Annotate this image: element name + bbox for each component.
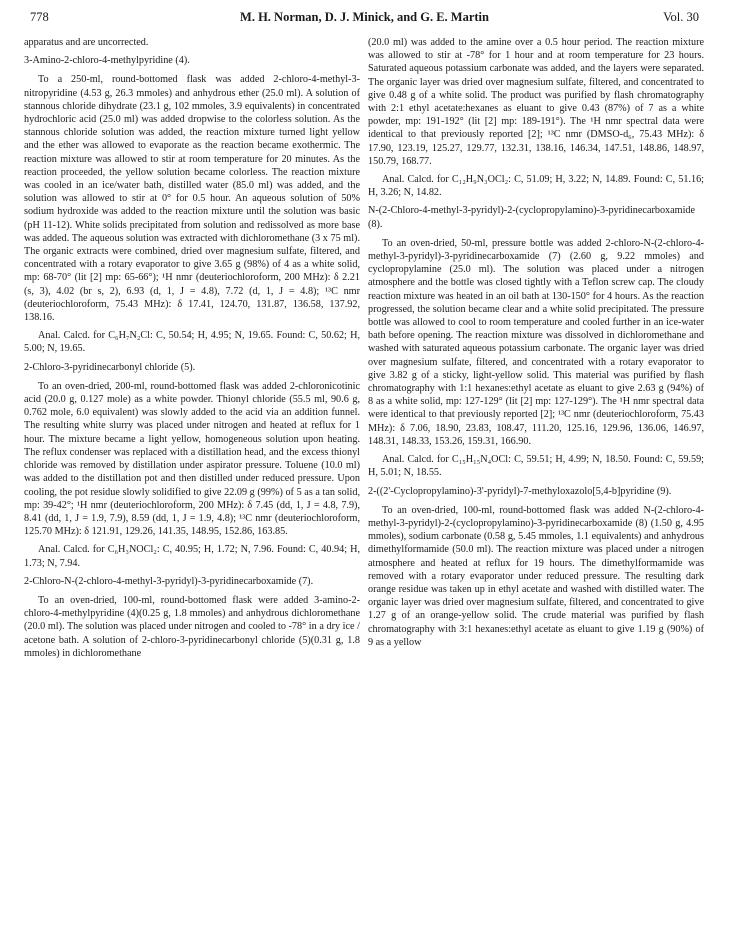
paragraph: To a 250-ml, round-bottomed flask was added 2-chloro-4-methyl-3-nitropyridine (4.53 g, 26.3 mmoles) and anhydrous ether (25.0 ml). A solution of stannous chloride dihydrate (23.1 g, 102 mmoles, 3.9 equivalents) in concentrated hydrochloric acid (25.0 ml) was added dropwise to the colorless solution. As the stannous chloride solution was added, the reaction mixture turned light yellow and the ether was allowed to evaporate as the reaction became exothermic. The reaction mixture was allowed to stir at room temperature for 20 minutes. As the reaction proceeded, the yellow solution became colorless. The reaction mixture was cooled in an ice/water bath, distilled water (85.0 ml) was added, and the solution was allowed to stir at 0° for 0.5 hour. An aqueous solution of 50% sodium hydroxide was added to the reaction mixture until the solution was basic (pH 11-12). White solids precipitated from solution and redissolved as more base was added. The aqueous solution was extracted with dichloromethane (3 x 75 ml). The organic extracts were combined, dried over magnesium sulfate, filtered, and concentrated with a rotary evaporator to give 3.65 g (98%) of 4 as a white solid, mp: 68-70° (lit [2] mp: 65-66°); ¹H nmr (deuteriochloroform, 200 MHz): δ 2.21 (s, 3), 4.02 (br s, 2), 6.93 (d, 1, J = 4.8), 7.72 (d, 1, J = 4.8); ¹³C nmr (deuteriochloroform, 75.43 MHz): δ 17.41, 124.70, 131.87, 136.58, 137.92, 138.16. <box>24 74 360 324</box>
volume-label: Vol. 30 <box>663 10 699 24</box>
running-head-authors: M. H. Norman, D. J. Minick, and G. E. Martin <box>240 10 489 24</box>
paragraph: apparatus and are uncorrected. <box>24 37 149 48</box>
section-heading: N-(2-Chloro-4-methyl-3-pyridyl)-2-(cyclopropylamino)-3-pyridinecarboxamide (8). <box>368 205 696 230</box>
section-heading: 2-Chloro-N-(2-chloro-4-methyl-3-pyridyl)-3-pyridinecarboxamide (7). <box>24 575 314 587</box>
analysis-paragraph: Anal. Calcd. for C₆H₃NOCl₂: C, 40.95; H, 1.72; N, 7.96. Found: C, 40.94; H, 1.73; N, 7.94. <box>24 544 360 569</box>
section-heading: 2-Chloro-3-pyridinecarbonyl chloride (5). <box>24 361 196 373</box>
page-header <box>30 10 699 28</box>
section-heading: 2-((2'-Cyclopropylamino)-3'-pyridyl)-7-methyloxazolo[5,4-b]pyridine (9). <box>368 485 672 497</box>
page-number: 778 <box>30 10 49 24</box>
section-heading: 3-Amino-2-chloro-4-methylpyridine (4). <box>24 55 190 67</box>
paragraph: (20.0 ml) was added to the amine over a 0.5 hour period. The reaction mixture was allowed to stir at -78° for 1 hour and at room temperature for 23 hours. Saturated aqueous potassium carbonate was added, and the layers were separated. The organic layer was dried over magnesium sulfate, filtered, and concentrated to give 0.48 g of a white solid. The product was purified by flash chromatography with 2:1 ethyl acetate:hexanes as eluant to give 0.43 (87%) of 7 as a white powder, mp: 191-192° (lit [2] mp: 189-191°). The ¹H nmr spectral data were identical to that previously reported [2]; ¹³C nmr (DMSO-d₆, 75.43 MHz): δ 17.90, 123.19, 125.27, 129.77, 132.31, 138.16, 146.34, 147.51, 148.86, 148.97, 150.79, 168.77. <box>368 37 704 167</box>
right-column <box>368 36 704 654</box>
paragraph: To an oven-dried, 100-ml, round-bottomed flask were added 3-amino-2-chloro-4-methylpyridine (4)(0.25 g, 1.8 mmoles) and anhydrous dichloromethane (20.0 ml). The solution was placed under nitrogen and cooled to -78° in a dry ice / acetone bath. A solution of 2-chloro-3-pyridinecarbonyl chloride (5)(0.31 g, 1.8 mmoles) in dichloromethane <box>24 594 360 659</box>
analysis-paragraph: Anal. Calcd. for C₁₂H₉N₃OCl₂: C, 51.09; H, 3.22; N, 14.89. Found: C, 51.16; H, 3.26; N, 14.82. <box>368 174 704 199</box>
analysis-paragraph: Anal. Calcd. for C₁₅H₁₅N₄OCl: C, 59.51; H, 4.99; N, 18.50. Found: C, 59.59; H, 5.01; N, 18.55. <box>368 454 704 479</box>
paragraph: To an oven-dried, 50-ml, pressure bottle was added 2-chloro-N-(2-chloro-4-methyl-3-pyridyl)-3-pyridinecarboxamide (7) (2.60 g, 9.22 mmoles) and cyclopropylamine (25.0 ml). The solution was placed under a nitrogen atmosphere and the bottle was closed tightly with a Teflon screw cap. The cloudy reaction mixture was heated in an oil bath at 130-150° for 4 hours. As the reaction progressed, the solution became clear and a white solid precipitated. The pressure bottle was allowed to cool to room temperature and cooled further in an ice-water bath before opening. The reaction mixture was dissolved in dichloromethane and washed with saturated aqueous potassium carbonate. The organic layer was dried over magnesium sulfate, filtered, and concentrated with a rotary evaporator to give 3.82 g of a sticky, light-yellow solid. This material was purified by flash chromatography with 1:1 hexanes:ethyl acetate as eluant to give 2.63 g (94%) of 8 as a white solid, mp: 127-129° (lit [2] mp: 127-129°). The ¹H nmr spectral data were identical to that previously reported [2]; ¹³C nmr (deuteriochloroform, 75.43 MHz): δ 7.06, 18.90, 23.83, 108.47, 111.20, 125.16, 129.96, 136.06, 146.97, 148.31, 148.33, 153.26, 159.31, 166.90. <box>368 237 704 447</box>
analysis-paragraph: Anal. Calcd. for C₆H₇N₂Cl: C, 50.54; H, 4.95; N, 19.65. Found: C, 50.62; H, 5.00; N, 19.65. <box>24 330 360 355</box>
paragraph: To an oven-dried, 100-ml, round-bottomed flask was added N-(2-chloro-4-methyl-3-pyridyl)-2-(cyclopropylamino)-3-pyridinecarboxamide (8) (1.50 g, 4.95 mmoles), sodium carbonate (0.58 g, 5.45 mmoles, 1.1 equivalents) and anhydrous dimethylformamide (50.0 ml). The reaction mixture was placed under a nitrogen atmosphere and heated at reflux for 19 hours. The dimethylformamide was removed with a rotary evaporator under reduced pressure. The resulting dark orange residue was taken up in ethyl acetate and washed with distilled water. The organic layer was dried over magnesium sulfate, filtered, and concentrated to give 1.27 g of an orange-yellow solid. The crude material was purified by flash chromatography with 3:1 hexanes:ethyl acetate as eluant to give 1.19 g (90%) of 9 as a yellow <box>368 504 704 648</box>
left-column <box>24 36 360 665</box>
paragraph: To an oven-dried, 200-ml, round-bottomed flask was added 2-chloronicotinic acid (20.0 g, 0.127 mole) as a white powder. Thionyl chloride (55.5 ml, 90.6 g, 0.762 mole, 6.0 equivalent) was slowly added to the acid via an addition funnel. The resulting white slurry was placed under nitrogen and heated at reflux for 1 hour. The mixture became a light yellow, homogeneous solution upon heating. The reflux condenser was replaced with a distillation head, and the excess thionyl chloride was removed by distillation under aspirator pressure. Toluene (10.0 ml) was added to the distillation pot and then distilled under reduced pressure. Upon cooling, the pot residue slowly solidified to give 22.09 g (99%) of 5 as a tan solid, mp: 39-42°; ¹H nmr (deuteriochloroform, 200 MHz): δ 7.45 (dd, 1, J = 4.8, 7.9), 8.41 (dd, 1, J = 1.9, 7.9), 8.59 (dd, 1, J = 1.9, 4.8); ¹³C nmr (deuteriochloroform, 125.70 MHz): δ 121.91, 129.26, 141.35, 148.95, 152.86, 163.85. <box>24 380 360 538</box>
